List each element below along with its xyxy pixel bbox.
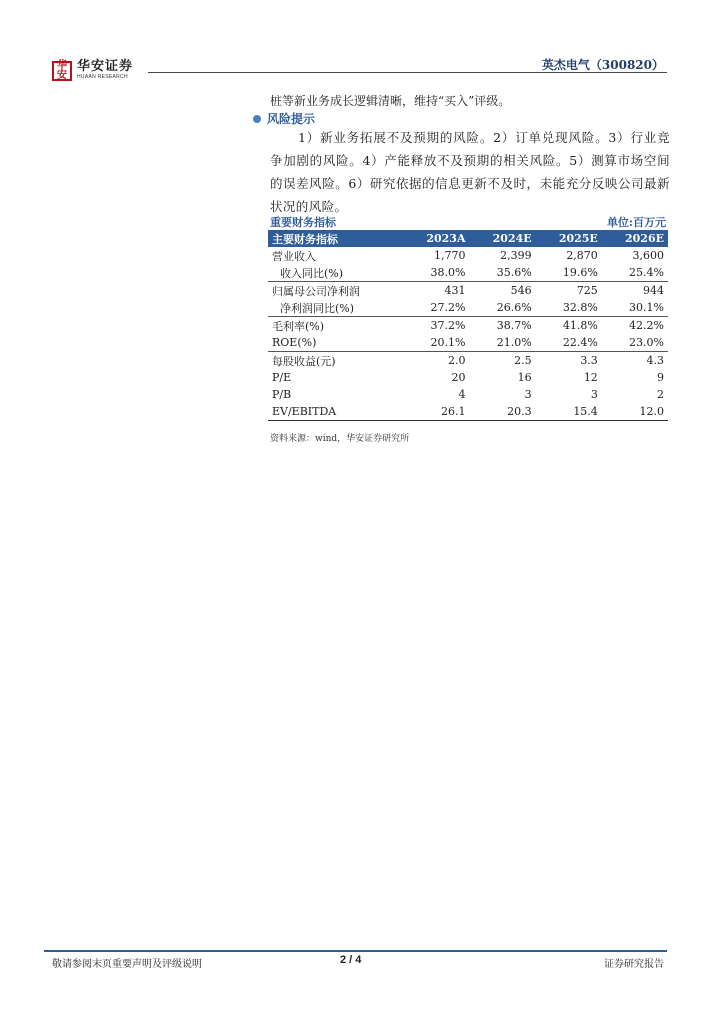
cell-value: 21.0% — [496, 336, 532, 349]
row-label: 归属母公司净利润 — [268, 282, 403, 300]
cell-value: 20 — [451, 371, 466, 384]
cell-value: 3 — [524, 388, 532, 401]
cell-value: 32.8% — [562, 301, 598, 314]
cell-value: 3,600 — [632, 249, 664, 262]
cell-value: 2.0 — [403, 352, 469, 370]
cell-value: 12.0 — [602, 403, 668, 421]
table-header-row — [268, 230, 668, 247]
logo-name-en: HUAAN RESEARCH — [77, 74, 128, 80]
table-row — [268, 334, 668, 352]
cell-value: 19.6% — [562, 266, 598, 279]
cell-value: 2.5 — [470, 352, 536, 370]
table-row — [268, 247, 668, 264]
logo-name-cn: 华安证券 — [77, 59, 134, 74]
cell-value: 23.0% — [629, 336, 664, 349]
footer-divider — [44, 950, 667, 952]
cell-value: 25.4% — [629, 266, 664, 279]
cell-value: 431 — [403, 282, 469, 300]
cell-value: 2 — [657, 388, 664, 401]
brand-logo — [52, 60, 133, 81]
cell-value: 2,870 — [566, 249, 598, 262]
risk-title: 风险提示 — [267, 112, 316, 126]
cell-value: 27.2% — [430, 301, 466, 314]
cell-value: 41.8% — [536, 317, 602, 335]
cell-value: 20.1% — [430, 336, 466, 349]
cell-value: 26.6% — [496, 301, 532, 314]
table-row — [268, 282, 668, 300]
cell-value: 4.3 — [602, 352, 668, 370]
cell-value: 3 — [590, 388, 598, 401]
logo-seal-icon: 华安 — [52, 61, 72, 81]
cell-value: 944 — [602, 282, 668, 300]
cell-value: 3.3 — [536, 352, 602, 370]
cell-value: 22.4% — [562, 336, 598, 349]
rating-paragraph: 桩等新业务成长逻辑清晰，维持“买入”评级。 — [270, 94, 511, 108]
cell-value: 38.0% — [430, 266, 466, 279]
header-cell: 2026E — [602, 230, 668, 247]
row-label: 营业收入 — [272, 249, 316, 263]
row-label: 净利润同比(%) — [280, 301, 355, 315]
header-cell: 2025E — [536, 230, 602, 247]
footer-disclaimer: 敬请参阅末页重要声明及评级说明 — [52, 959, 202, 970]
table-row — [268, 386, 668, 403]
table-row — [268, 369, 668, 386]
cell-value: 15.4 — [536, 403, 602, 421]
cell-value: 37.2% — [403, 317, 469, 335]
table-title: 重要财务指标 — [270, 216, 336, 229]
cell-value: 1,770 — [434, 249, 466, 262]
cell-value: 42.2% — [602, 317, 668, 335]
cell-value: 2,399 — [500, 249, 532, 262]
row-label: 收入同比(%) — [280, 266, 344, 280]
cell-value: 35.6% — [496, 266, 532, 279]
row-label: 毛利率(%) — [268, 317, 403, 335]
cell-value: 38.7% — [470, 317, 536, 335]
financial-table — [268, 230, 668, 421]
risk-section-heading — [253, 110, 315, 127]
page-number: 2 / 4 — [340, 954, 362, 966]
cell-value: 12 — [583, 371, 598, 384]
cell-value: 20.3 — [470, 403, 536, 421]
header-cell: 主要财务指标 — [268, 230, 403, 247]
header-cell: 2024E — [470, 230, 536, 247]
row-label: P/B — [272, 388, 292, 401]
cell-value: 30.1% — [629, 301, 664, 314]
company-title: 英杰电气（300820） — [541, 58, 664, 72]
header-cell: 2023A — [403, 230, 469, 247]
table-row — [268, 299, 668, 317]
table-row — [268, 403, 668, 421]
table-unit: 单位:百万元 — [606, 216, 666, 229]
cell-value: 4 — [458, 388, 466, 401]
cell-value: 26.1 — [403, 403, 469, 421]
cell-value: 9 — [657, 371, 664, 384]
row-label: P/E — [272, 371, 292, 384]
table-row — [268, 352, 668, 370]
footer-report-type: 证券研究报告 — [604, 959, 664, 970]
table-source: 资料来源：wind，华安证券研究所 — [270, 434, 410, 444]
cell-value: 546 — [470, 282, 536, 300]
row-label: 每股收益(元) — [268, 352, 403, 370]
table-row — [268, 264, 668, 282]
table-row — [268, 317, 668, 335]
bullet-dot-icon — [253, 115, 261, 123]
row-label: EV/EBITDA — [268, 403, 403, 421]
row-label: ROE(%) — [272, 336, 317, 349]
cell-value: 725 — [536, 282, 602, 300]
risk-paragraph: 1）新业务拓展不及预期的风险。2）订单兑现风险。3）行业竞争加剧的风险。4）产能释放不及预期的相关风险。5）测算市场空间的误差风险。6）研究依据的信息更新不及时，未能充分反映公司最新状况的风险。 — [270, 130, 670, 214]
cell-value: 16 — [517, 371, 532, 384]
